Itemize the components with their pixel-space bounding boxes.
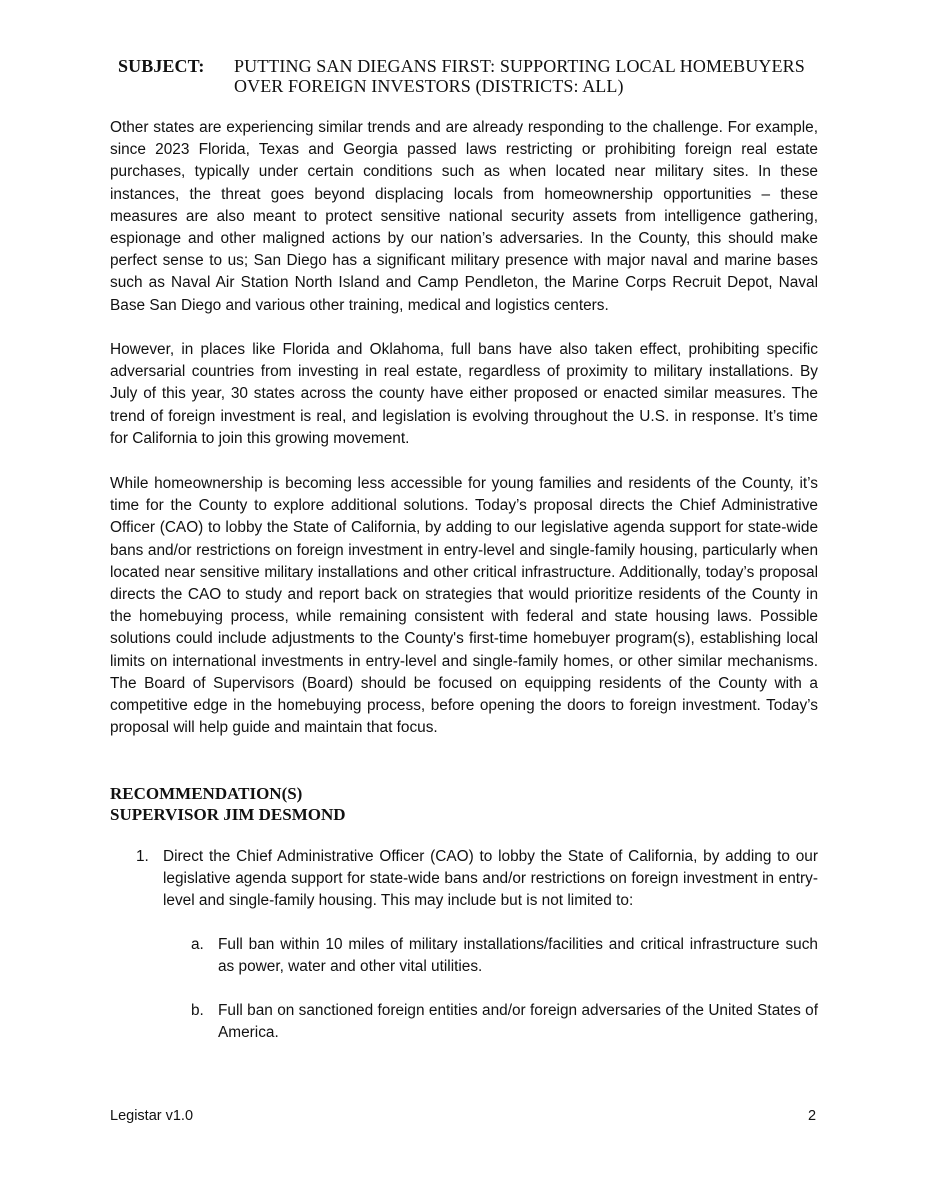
recommendation-subitem-letter-b: b. — [191, 1002, 204, 1019]
footer-page-number: 2 — [808, 1108, 817, 1124]
subject-title-line-1: PUTTING SAN DIEGANS FIRST: SUPPORTING LOCAL HOMEBUYERS — [234, 56, 805, 76]
recommendation-subitem-text-b: Full ban on sanctioned foreign entities and/or foreign adversaries of the United States of America. — [218, 1002, 818, 1042]
recommendation-text-1: Direct the Chief Administrative Officer (CAO) to lobby the State of California, by adding to our legislative agenda support for state-wide bans and/or restrictions on foreign investment in entry-level and single-family housing. This may include but is not limited to: — [163, 848, 818, 910]
recommendations-heading: RECOMMENDATION(S) — [110, 784, 303, 803]
recommendation-number-1: 1. — [136, 848, 149, 865]
body-paragraph-3: While homeownership is becoming less accessible for young families and residents of the County, it’s time for the County to explore additional solutions. Today’s proposal directs the Chief Administrative Officer (CAO) to lobby the State of California, by adding to our legislative agenda support for state-wide bans and/or restrictions on foreign investment in entry-level and single-family housing, particularly when located near sensitive military installations and other critical infrastructure. Additionally, today’s proposal directs the CAO to study and report back on strategies that would prioritize residents of the County in the homebuying process, while remaining consistent with federal and state housing laws. Possible solutions could include adjustments to the County's first-time homebuyer program(s), establishing local limits on international investments in entry-level and single-family homes, or other similar mechanisms. The Board of Supervisors (Board) should be focused on equipping residents of the County with a competitive edge in the homebuying process, before opening the doors to foreign investment. Today’s proposal will help guide and maintain that focus. — [110, 475, 818, 737]
subject-title-line-2: OVER FOREIGN INVESTORS (DISTRICTS: ALL) — [234, 76, 624, 96]
recommendation-subitem-letter-a: a. — [191, 936, 204, 953]
body-paragraph-2: However, in places like Florida and Oklahoma, full bans have also taken effect, prohibiting specific adversarial countries from investing in real estate, regardless of proximity to military installations. By July of this year, 30 states across the county have either proposed or enacted similar measures. The trend of foreign investment is real, and legislation is evolving throughout the U.S. in response. It’s time for California to join this growing movement. — [110, 341, 818, 447]
recommendation-subitem-text-a: Full ban within 10 miles of military installations/facilities and critical infrastructure such as power, water and other vital utilities. — [218, 936, 818, 976]
recommendations-subheading: SUPERVISOR JIM DESMOND — [110, 805, 346, 824]
body-paragraph-1: Other states are experiencing similar trends and are already responding to the challenge. For example, since 2023 Florida, Texas and Georgia passed laws restricting or prohibiting foreign real estate purchases, typically under certain conditions such as when located near military sites. In these instances, the threat goes beyond displacing locals from homeownership opportunities – these measures are also meant to protect sensitive national security assets from intelligence gathering, espionage and other maligned actions by our nation’s adversaries. In the County, this should make perfect sense to us; San Diego has a significant military presence with major naval and marine bases such as Naval Air Station North Island and Camp Pendleton, the Marine Corps Recruit Depot, Naval Base San Diego and various other training, medical and logistics centers. — [110, 119, 818, 314]
footer-version: Legistar v1.0 — [110, 1108, 194, 1124]
subject-title — [234, 56, 834, 96]
subject-label: SUBJECT: — [118, 56, 205, 76]
